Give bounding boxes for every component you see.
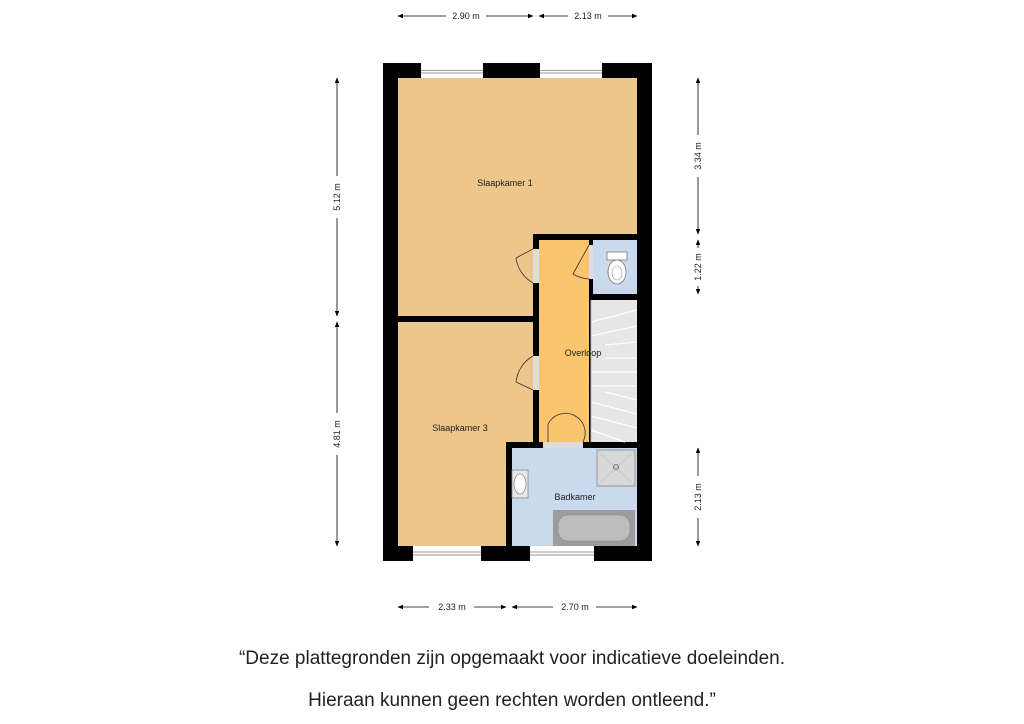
dimension-left-lower: [332, 322, 342, 546]
dimension-bottom-left: [398, 602, 506, 612]
bathtub-icon: [553, 510, 635, 546]
badkamer-label: Badkamer: [554, 492, 596, 502]
slaapkamer-1-label: Slaapkamer 1: [477, 178, 533, 188]
shower-icon: [597, 450, 635, 486]
svg-text:2.13 m: 2.13 m: [574, 11, 602, 21]
dimension-right-lower: [693, 448, 703, 546]
svg-text:2.70 m: 2.70 m: [561, 602, 589, 612]
disclaimer-line-2: Hieraan kunnen geen rechten worden ontleend.”: [308, 690, 716, 711]
svg-text:2.33 m: 2.33 m: [438, 602, 466, 612]
svg-text:2.90 m: 2.90 m: [452, 11, 480, 21]
dimension-right-upper: [693, 78, 703, 234]
svg-text:1.22 m: 1.22 m: [693, 253, 703, 281]
dimension-left-upper: [332, 78, 342, 316]
svg-text:2.13 m: 2.13 m: [693, 483, 703, 511]
dimension-right-middle: [693, 240, 703, 294]
slaapkamer-3-label: Slaapkamer 3: [432, 423, 488, 433]
window-top-left: [421, 63, 483, 78]
svg-text:3.34 m: 3.34 m: [693, 142, 703, 170]
overloop-floor: [539, 240, 589, 442]
dimension-top-right: [539, 11, 637, 21]
dimension-bottom-right: [512, 602, 637, 612]
toilet-icon: [607, 252, 627, 284]
svg-text:5.12 m: 5.12 m: [332, 183, 342, 211]
dimension-top-left: [398, 11, 533, 21]
overloop-label: Overloop: [564, 348, 602, 358]
window-bottom-left: [413, 546, 481, 561]
window-bottom-right: [530, 546, 594, 561]
svg-text:4.81 m: 4.81 m: [332, 420, 342, 448]
window-top-right: [540, 63, 602, 78]
sink-icon: [512, 470, 528, 498]
disclaimer-line-1: “Deze plattegronden zijn opgemaakt voor indicatieve doeleinden.: [238, 648, 786, 669]
staircase: [591, 300, 637, 442]
